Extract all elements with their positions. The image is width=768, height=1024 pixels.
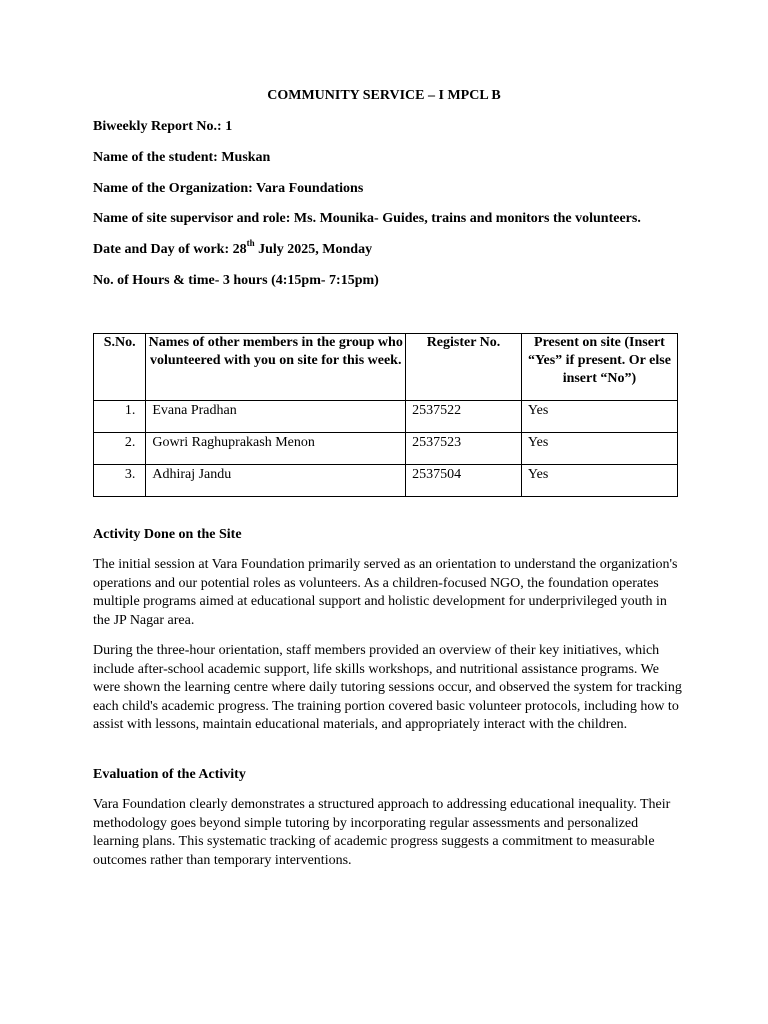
header-names: Names of other members in the group who volunteered with you on site for this week. (146, 334, 406, 401)
row-present: Yes (521, 401, 677, 433)
date-field (93, 238, 373, 259)
table-row (94, 433, 678, 465)
row-register: 2537522 (406, 401, 522, 433)
row-name: Adhiraj Jandu (146, 465, 406, 497)
header-register: Register No. (406, 334, 522, 401)
activity-heading: Activity Done on the Site (93, 527, 242, 542)
table-header-row (94, 334, 678, 401)
row-register: 2537523 (406, 433, 522, 465)
date-ordinal-suffix: th (246, 238, 255, 249)
row-sno: 2. (94, 433, 146, 465)
document-title: COMMUNITY SERVICE – I MPCL B (267, 88, 501, 103)
table-row (94, 465, 678, 497)
activity-paragraph-1: The initial session at Vara Foundation primarily served as an orientation to understand the organization's operations and our potential roles as volunteers. As a children-focused NGO, the foundation operates multiple programs aimed at educational support and holistic development for underprivileged youth in the JP Nagar area. (93, 557, 678, 628)
organization-field: Name of the Organization: Vara Foundations (93, 181, 364, 196)
row-sno: 1. (94, 401, 146, 433)
row-name: Gowri Raghuprakash Menon (146, 433, 406, 465)
report-number-field: Biweekly Report No.: 1 (93, 119, 233, 134)
date-suffix: July 2025, Monday (254, 242, 373, 257)
evaluation-paragraph-1: Vara Foundation clearly demonstrates a structured approach to addressing educational inequality. Their methodology goes beyond simple tutoring by incorporating regular assessments and personalized learning plans. This systematic tracking of academic progress suggests a commitment to measurable outcomes rather than temporary interventions. (93, 797, 671, 868)
activity-paragraph-2: During the three-hour orientation, staff members provided an overview of their key initiatives, which include after-school academic support, life skills workshops, and nutritional assistance programs. We were shown the learning centre where daily tutoring sessions occur, and observed the system for tracking each child's academic progress. The training portion covered basic volunteer protocols, including how to assist with lessons, maintain educational materials, and appropriately interact with the children. (93, 643, 682, 732)
student-name-field: Name of the student: Muskan (93, 150, 271, 165)
row-present: Yes (521, 433, 677, 465)
date-prefix: Date and Day of work: 28 (93, 242, 247, 257)
evaluation-heading: Evaluation of the Activity (93, 767, 246, 782)
row-sno: 3. (94, 465, 146, 497)
supervisor-field: Name of site supervisor and role: Ms. Mounika- Guides, trains and monitors the volunteers. (93, 211, 641, 226)
row-present: Yes (521, 465, 677, 497)
header-sno: S.No. (94, 334, 146, 401)
members-table (93, 333, 678, 497)
row-register: 2537504 (406, 465, 522, 497)
hours-field: No. of Hours & time- 3 hours (4:15pm- 7:15pm) (93, 273, 379, 288)
header-present: Present on site (Insert “Yes” if present. Or else insert “No”) (521, 334, 677, 401)
row-name: Evana Pradhan (146, 401, 406, 433)
table-row (94, 401, 678, 433)
